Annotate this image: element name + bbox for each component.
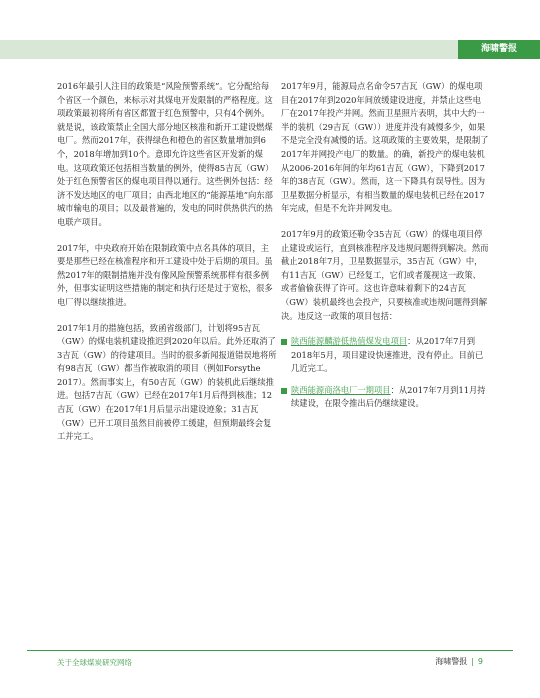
left-paragraph-2: 2017年，中央政府开始在限制政策中点名具体的项目，主要是那些已经在核准程序和开工建设中处于后期的项目。虽然2017年的限制措施并没有像风险预警系统那样有很多例外，但事实证明这些措施的制定和执行还是过于宽松，很多电厂得以继续推进。 — [57, 242, 273, 307]
footer-page-info — [435, 656, 483, 667]
left-paragraph-1: 2016年最引人注目的政策是“风险预警系统”。它分配给每个省区一个颜色，来标示对其煤电开发限制的严格程度。这项政策最初将所有省区都置于红色预警中，只有4个例外。就是说，该政策禁止全国大部分地区核准和新开工建设燃煤电厂。然而2017年，获得绿色和橙色的省区数量增加到6个，2018年增加到10个。意即允许这些省区开发新的煤电。这项政策还包括相当数量的例外，使得85吉瓦（GW）处于红色预警省区的煤电项目得以通行。这些例外包括：经济不发达地区的电厂项目；由西北地区的“能源基地”向东部城市输电的项目；以及最普遍的，发电的同时供热供汽的热电联产项目。 — [57, 81, 274, 227]
page-number: 9 — [477, 657, 483, 666]
right-column — [281, 80, 489, 419]
linyou-project-text: ：从2017年7月到2018年5月，项目建设快速推进，没有停止。目前已几近完工。 — [291, 336, 484, 374]
left-column — [57, 80, 277, 456]
right-paragraph-2: 2017年9月的政策还勒令35吉瓦（GW）的煤电项目停止建设或运行，直到核准程序及违规问题得到解决。然而截止2018年7月，卫星数据显示，35吉瓦（GW）中，有11吉瓦（GW）已经复工，它们或者蔑视这一政策、或者偷偷获得了许可。这也许意味着剩下的24吉瓦（GW）装机最终也会投产，只要核准或违规问题得到解决。违反这一政策的项目包括： — [281, 228, 489, 321]
shangluo-project-text: ：从2017年7月到11月持续建设，在限令推出后仍继续建设。 — [291, 384, 486, 409]
footer-report-title: 海啸警报 — [435, 657, 468, 666]
violation-list — [281, 335, 489, 411]
left-paragraph-3: 2017年1月的措施包括，致函省级部门，计划将95吉瓦（GW）的煤电装机建设推迟到2020年以后。此外还取消了3吉瓦（GW）的待建项目。当时的很多新闻报道错误地将所有98吉瓦（GW）都当作被取消的项目（例如Forsythe 2017）。然而事实上，有50吉瓦（GW）的装机此后继续推进。包括7吉瓦（GW）已经在2017年1月后得到核准；12吉瓦（GW）在2017年1月后显示出建设迹象；31吉瓦（GW）已开工项目虽然目前被停工缓建，但预期最终会复工并完工。 — [57, 322, 277, 442]
right-paragraph-1: 2017年9月，能源局点名命令57吉瓦（GW）的煤电项目在2017年到2020年间放缓建设进度，并禁止这些电厂在2017年投产并网。然而卫星照片表明，其中大约一半的装机（29吉瓦（GW））进度并没有减慢多少，如果不是完全没有减慢的话。这项政策的主要效果，是限制了2017年并网投产电厂的数量。的确，新投产的煤电装机从2006-2016年间的年均61吉瓦（GW），下降到2017年的38吉瓦（GW）。然而，这一下降具有误导性。因为卫星数据分析显示，有相当数量的煤电装机已经在2017年完成，但是不允许并网发电。 — [281, 81, 489, 214]
linyou-project-link[interactable]: 陕西能源麟游低热值煤发电项目 — [291, 336, 408, 347]
footer-divider — [27, 650, 513, 651]
footer-separator: | — [471, 657, 474, 666]
footer-organization[interactable]: 关于全球煤炭研究网络 — [57, 658, 132, 667]
shangluo-project-link[interactable]: 陕西能源商洛电厂一期项目 — [291, 384, 391, 395]
square-bullet-icon — [281, 388, 287, 394]
square-bullet-icon — [281, 339, 287, 345]
violation-list-item — [281, 335, 489, 376]
header-title: 海啸警报 — [480, 44, 517, 54]
violation-list-item — [281, 384, 489, 411]
